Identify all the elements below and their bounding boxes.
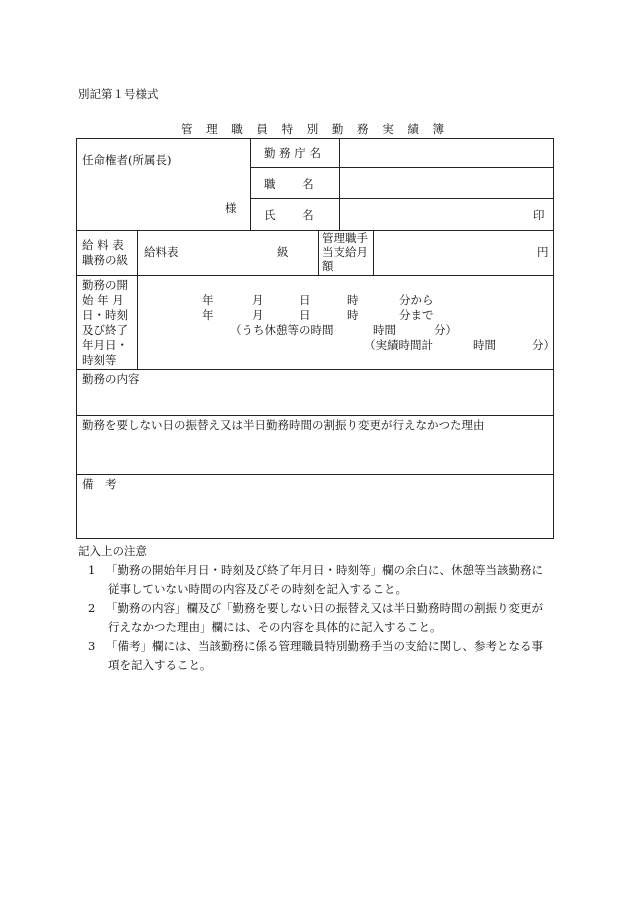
reason-label: 勤務を要しない日の振替え又は半日勤務時間の割振り変更が行えなかつた理由: [82, 418, 485, 432]
note-number: 2: [88, 601, 96, 615]
end-day-unit: 日: [299, 308, 311, 322]
note-item: [88, 561, 558, 599]
row-divider: [77, 230, 554, 231]
allowance-label-line1: 管理職手: [322, 231, 368, 245]
work-time-label-line: 勤務の開: [82, 278, 128, 292]
record-form: [76, 138, 554, 539]
note-number: 3: [88, 639, 96, 653]
column-divider: [373, 230, 374, 275]
office-label: 勤 務 庁 名: [264, 146, 321, 160]
note-line: 項を記入すること。: [108, 658, 212, 672]
actual-hour-unit: 時間: [473, 338, 496, 352]
note-line: 従事していない時間の内容及びその時刻を記入すること。: [108, 582, 407, 596]
allowance-label-line3: 額: [322, 259, 334, 273]
start-minute-unit: 分から: [399, 293, 434, 307]
work-time-label-line: 年月日・: [82, 338, 128, 352]
work-time-label-line: 始 年 月: [82, 293, 124, 307]
end-hour-unit: 時: [347, 308, 359, 322]
note-line: 「勤務の開始年月日・時刻及び終了年月日・時刻等」欄の余白に、休憩等当該勤務に: [106, 563, 543, 577]
end-year-unit: 年: [202, 308, 214, 322]
name-label: 氏 名: [264, 208, 314, 222]
note-line: 「勤務の内容」欄及び「勤務を要しない日の振替え又は半日勤務時間の割振り変更が: [106, 601, 543, 615]
salary-table-text: 給料表: [144, 245, 179, 259]
start-hour-unit: 時: [347, 293, 359, 307]
note-item: [88, 599, 558, 637]
break-time-open: （うち休憩等の時間: [230, 323, 334, 337]
break-hour-unit: 時間: [373, 323, 396, 337]
grade-unit: 級: [277, 245, 289, 259]
work-time-label-line: 時刻等: [82, 353, 117, 367]
row-divider: [77, 415, 554, 416]
seal-mark: 印: [533, 208, 545, 222]
note-item: [88, 637, 558, 675]
column-divider: [137, 275, 138, 369]
form-number: 別記第１号様式: [78, 87, 159, 101]
work-time-label-line: 日・時刻: [82, 308, 128, 322]
row-divider: [250, 198, 554, 199]
notes-title: 記入上の注意: [78, 544, 147, 558]
yen-unit: 円: [537, 245, 549, 259]
row-divider: [77, 275, 554, 276]
column-divider: [250, 139, 251, 230]
actual-time-open: （実績時間計: [364, 338, 433, 352]
end-month-unit: 月: [252, 308, 264, 322]
appointer-label: 任命権者(所属長): [82, 153, 172, 167]
row-divider: [250, 167, 554, 168]
grade-label-line1: 給 料 表: [82, 238, 124, 252]
note-line: 「備考」欄には、当該勤務に係る管理職員特別勤務手当の支給に関し、参考となる事: [106, 639, 543, 653]
actual-minute-close: 分）: [532, 338, 555, 352]
row-divider: [77, 369, 554, 370]
column-divider: [318, 230, 319, 275]
break-minute-close: 分）: [434, 323, 457, 337]
start-day-unit: 日: [299, 293, 311, 307]
note-line: 行えなかつた理由」欄には、その内容を具体的に記入すること。: [108, 620, 442, 634]
allowance-label-line2: 当支給月: [322, 245, 368, 259]
grade-label-line2: 職務の級: [82, 253, 128, 267]
row-divider: [77, 474, 554, 475]
start-year-unit: 年: [202, 293, 214, 307]
work-time-label-line: 及び終了: [82, 323, 128, 337]
position-label: 職 名: [264, 177, 314, 191]
end-minute-unit: 分まで: [399, 308, 434, 322]
column-divider: [137, 230, 138, 275]
sama-honorific: 様: [225, 201, 237, 215]
start-month-unit: 月: [252, 293, 264, 307]
note-number: 1: [88, 563, 96, 577]
work-content-label: 勤務の内容: [82, 372, 140, 386]
column-divider: [339, 139, 340, 230]
remarks-label: 備 考: [82, 477, 117, 491]
form-title: 管 理 職 員 特 別 勤 務 実 績 簿: [180, 122, 450, 136]
